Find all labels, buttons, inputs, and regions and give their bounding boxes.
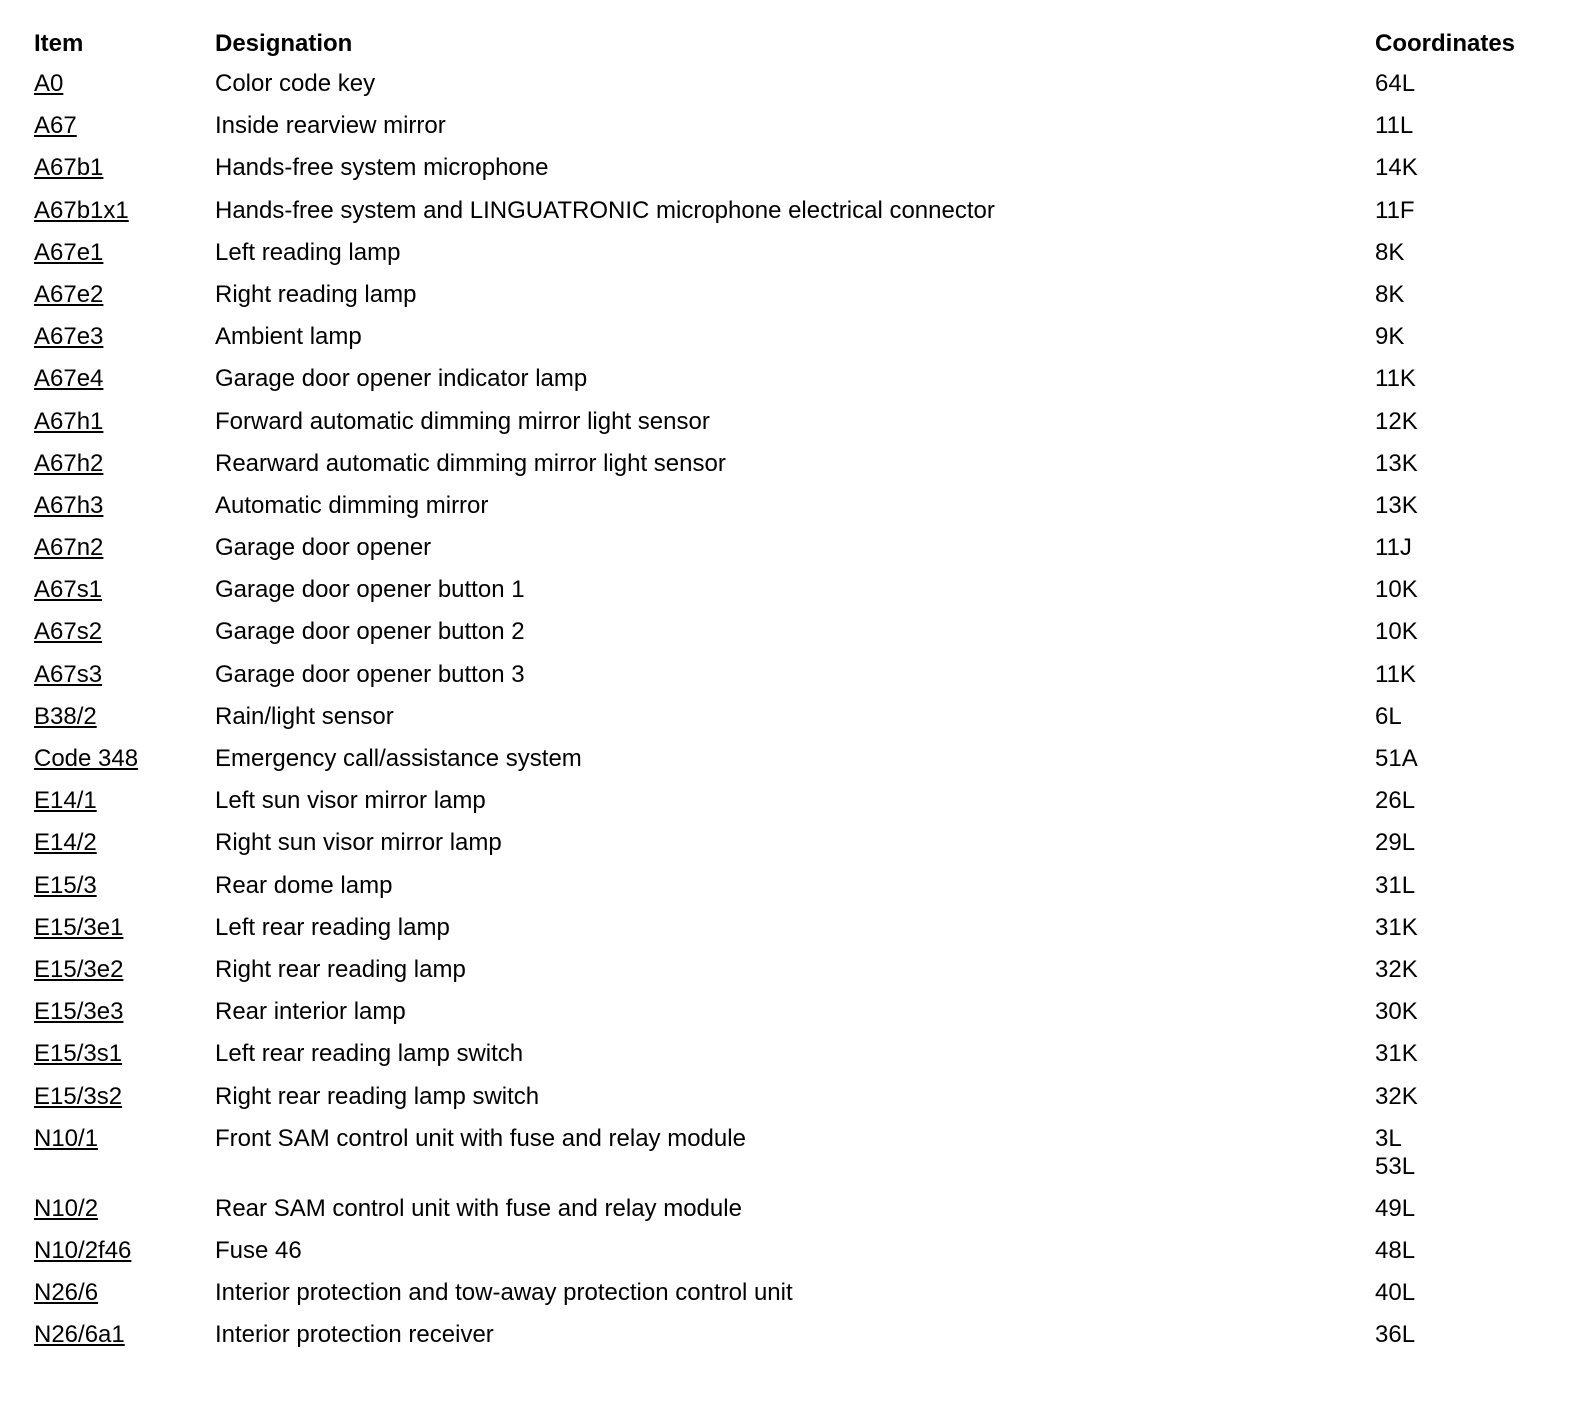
designation-cell: Garage door opener button 2 [215, 618, 525, 646]
coordinates-cell [1375, 618, 1554, 646]
coordinates-cell [1375, 787, 1554, 815]
coordinate-value: 31L [1375, 871, 1416, 899]
table-row [34, 1125, 1554, 1195]
table-row [34, 661, 1554, 703]
designation-cell: Left reading lamp [215, 238, 401, 266]
table-header [34, 30, 1554, 70]
designation-cell: Right sun visor mirror lamp [215, 829, 502, 857]
item-cell [34, 1040, 215, 1068]
coordinates-cell [1375, 534, 1554, 562]
table-row [34, 450, 1554, 492]
item-link[interactable]: A67b1x1 [34, 196, 129, 224]
coordinate-value: 29L [1375, 829, 1416, 857]
item-cell [34, 239, 215, 267]
coordinates-cell [1375, 998, 1554, 1026]
designation-cell: Right rear reading lamp switch [215, 1082, 540, 1110]
item-link[interactable]: E15/3e2 [34, 955, 124, 983]
designation-cell: Garage door opener indicator lamp [215, 365, 588, 393]
coordinate-value: 8K [1375, 238, 1405, 266]
item-cell [34, 492, 215, 520]
item-cell [34, 281, 215, 309]
coordinates-cell [1375, 197, 1554, 225]
item-link[interactable]: B38/2 [34, 702, 97, 730]
coordinates-cell [1375, 1237, 1554, 1265]
item-cell [34, 450, 215, 478]
item-link[interactable]: N26/6a1 [34, 1321, 125, 1349]
item-link[interactable]: N10/2f46 [34, 1236, 132, 1264]
table-row [34, 1040, 1554, 1082]
table-row [34, 1083, 1554, 1125]
designation-cell: Rearward automatic dimming mirror light sensor [215, 449, 726, 477]
coordinates-cell [1375, 154, 1554, 182]
item-link[interactable]: A67e3 [34, 323, 104, 351]
coordinate-value: 11L [1375, 112, 1414, 140]
item-link[interactable]: E15/3 [34, 871, 97, 899]
designation-cell: Interior protection and tow-away protection control unit [215, 1279, 793, 1307]
coordinates-cell [1375, 745, 1554, 773]
item-link[interactable]: A67e4 [34, 365, 104, 393]
coordinate-value: 48L [1375, 1236, 1416, 1264]
table-row [34, 787, 1554, 829]
item-link[interactable]: A67n2 [34, 534, 104, 562]
item-cell [34, 1125, 215, 1153]
table-row [34, 323, 1554, 365]
designation-cell: Rear SAM control unit with fuse and relay module [215, 1194, 742, 1222]
table-row [34, 1321, 1554, 1363]
item-link[interactable]: A67h3 [34, 491, 104, 519]
item-cell [34, 70, 215, 98]
designation-cell: Garage door opener button 3 [215, 660, 525, 688]
table-row [34, 829, 1554, 871]
coordinates-cell [1375, 1083, 1554, 1111]
table-row [34, 576, 1554, 618]
table-row [34, 618, 1554, 660]
coordinates-cell [1375, 829, 1554, 857]
coordinate-value: 11K [1375, 365, 1416, 393]
coordinates-cell [1375, 450, 1554, 478]
coordinate-value: 64L [1375, 70, 1416, 97]
designation-cell: Hands-free system and LINGUATRONIC microphone electrical connector [215, 196, 995, 224]
coordinates-cell [1375, 1321, 1554, 1349]
coordinate-value: 12K [1375, 407, 1418, 435]
coordinates-cell [1375, 1279, 1554, 1307]
coordinates-cell [1375, 956, 1554, 984]
item-link[interactable]: N10/1 [34, 1124, 99, 1152]
coordinate-value: 8K [1375, 280, 1405, 308]
item-cell [34, 872, 215, 900]
item-link[interactable]: E15/3s1 [34, 1040, 123, 1068]
item-link[interactable]: A0 [34, 70, 64, 97]
table-row [34, 492, 1554, 534]
table-row [34, 872, 1554, 914]
table-row [34, 1237, 1554, 1279]
coordinates-cell [1375, 70, 1554, 98]
item-cell [34, 365, 215, 393]
designation-cell: Automatic dimming mirror [215, 491, 489, 519]
item-cell [34, 534, 215, 562]
table-row [34, 534, 1554, 576]
designation-cell: Left rear reading lamp [215, 913, 450, 941]
item-cell [34, 197, 215, 225]
coordinate-value: 26L [1375, 787, 1416, 815]
coordinate-value: 10K [1375, 576, 1418, 604]
coordinates-cell [1375, 703, 1554, 731]
header-item: Item [34, 30, 84, 57]
table-row [34, 70, 1554, 112]
designation-cell: Color code key [215, 70, 376, 97]
designation-cell: Front SAM control unit with fuse and relay module [215, 1124, 746, 1152]
header-designation: Designation [215, 30, 353, 57]
item-cell [34, 956, 215, 984]
coordinate-value: 40L [1375, 1279, 1416, 1307]
header-coordinates: Coordinates [1375, 30, 1516, 57]
table-body [34, 70, 1554, 1363]
coordinates-cell [1375, 239, 1554, 267]
item-cell [34, 1321, 215, 1349]
coordinate-value: 32K [1375, 955, 1418, 983]
coordinate-value: 3L [1375, 1124, 1402, 1152]
item-cell [34, 154, 215, 182]
table-row [34, 956, 1554, 998]
item-link[interactable]: A67e2 [34, 280, 104, 308]
coordinates-cell [1375, 492, 1554, 520]
coordinates-cell [1375, 914, 1554, 942]
coordinate-value: 51A [1375, 745, 1418, 772]
item-link[interactable]: A67s1 [34, 576, 103, 604]
item-link[interactable]: E15/3e1 [34, 913, 124, 941]
coordinates-cell [1375, 1195, 1554, 1223]
item-link[interactable]: E14/1 [34, 787, 97, 815]
designation-cell: Inside rearview mirror [215, 112, 446, 140]
coordinate-value: 11F [1375, 196, 1415, 224]
item-cell [34, 703, 215, 731]
legend-table [34, 30, 1554, 1363]
designation-cell: Rear dome lamp [215, 871, 393, 899]
item-cell [34, 408, 215, 436]
coordinate-value: 11J [1375, 534, 1412, 562]
coordinates-cell [1375, 281, 1554, 309]
coordinates-cell [1375, 1040, 1554, 1068]
item-cell [34, 998, 215, 1026]
item-cell [34, 1083, 215, 1111]
coordinate-value: 11K [1375, 660, 1416, 688]
item-cell [34, 1195, 215, 1223]
designation-cell: Forward automatic dimming mirror light sensor [215, 407, 710, 435]
table-row [34, 408, 1554, 450]
designation-cell: Hands-free system microphone [215, 154, 549, 182]
item-link[interactable]: N26/6 [34, 1279, 99, 1307]
item-cell [34, 829, 215, 857]
item-cell [34, 618, 215, 646]
item-link[interactable]: A67s2 [34, 618, 103, 646]
coordinate-value: 31K [1375, 913, 1418, 941]
designation-cell: Emergency call/assistance system [215, 745, 582, 772]
designation-cell: Interior protection receiver [215, 1321, 494, 1349]
coordinate-value: 32K [1375, 1082, 1418, 1110]
item-link[interactable]: E15/3e3 [34, 998, 124, 1026]
coordinate-value: 6L [1375, 702, 1402, 730]
coordinate-value: 53L [1375, 1152, 1416, 1180]
coordinate-value: 49L [1375, 1194, 1416, 1222]
item-link[interactable]: A67h2 [34, 449, 104, 477]
item-cell [34, 1279, 215, 1307]
designation-cell: Left rear reading lamp switch [215, 1040, 524, 1068]
item-link[interactable]: E15/3s2 [34, 1082, 123, 1110]
item-link[interactable]: N10/2 [34, 1194, 99, 1222]
coordinates-cell [1375, 365, 1554, 393]
designation-cell: Fuse 46 [215, 1236, 302, 1264]
designation-cell: Garage door opener [215, 534, 432, 562]
item-link[interactable]: Code 348 [34, 745, 139, 772]
coordinates-cell [1375, 323, 1554, 351]
item-link[interactable]: A67h1 [34, 407, 104, 435]
item-link[interactable]: A67 [34, 112, 77, 140]
coordinate-value: 30K [1375, 998, 1418, 1026]
table-row [34, 239, 1554, 281]
table-row [34, 998, 1554, 1040]
coordinate-value: 9K [1375, 323, 1405, 351]
table-row [34, 1279, 1554, 1321]
designation-cell: Garage door opener button 1 [215, 576, 525, 604]
coordinates-cell [1375, 872, 1554, 900]
coordinates-cell [1375, 112, 1554, 140]
coordinate-value: 10K [1375, 618, 1418, 646]
coordinate-value: 31K [1375, 1040, 1418, 1068]
coordinates-cell [1375, 408, 1554, 436]
table-row [34, 281, 1554, 323]
coordinate-value: 13K [1375, 491, 1418, 519]
table-row [34, 745, 1554, 787]
designation-cell: Right reading lamp [215, 280, 417, 308]
item-cell [34, 576, 215, 604]
coordinate-value: 13K [1375, 449, 1418, 477]
coordinates-cell [1375, 661, 1554, 689]
item-cell [34, 323, 215, 351]
item-link[interactable]: A67b1 [34, 154, 104, 182]
item-link[interactable]: A67s3 [34, 660, 103, 688]
item-cell [34, 661, 215, 689]
item-cell [34, 787, 215, 815]
coordinates-cell [1375, 576, 1554, 604]
designation-cell: Left sun visor mirror lamp [215, 787, 486, 815]
coordinates-cell [1375, 1125, 1554, 1181]
designation-cell: Rear interior lamp [215, 998, 406, 1026]
table-row [34, 197, 1554, 239]
item-cell [34, 745, 215, 773]
table-row [34, 1195, 1554, 1237]
designation-cell: Ambient lamp [215, 323, 362, 351]
item-cell [34, 914, 215, 942]
coordinate-value: 14K [1375, 154, 1418, 182]
item-link[interactable]: A67e1 [34, 238, 104, 266]
table-row [34, 154, 1554, 196]
item-link[interactable]: E14/2 [34, 829, 97, 857]
table-row [34, 112, 1554, 154]
designation-cell: Rain/light sensor [215, 702, 394, 730]
table-row [34, 365, 1554, 407]
coordinate-value: 36L [1375, 1321, 1416, 1349]
item-cell [34, 1237, 215, 1265]
table-row [34, 703, 1554, 745]
item-cell [34, 112, 215, 140]
designation-cell: Right rear reading lamp [215, 955, 466, 983]
table-row [34, 914, 1554, 956]
